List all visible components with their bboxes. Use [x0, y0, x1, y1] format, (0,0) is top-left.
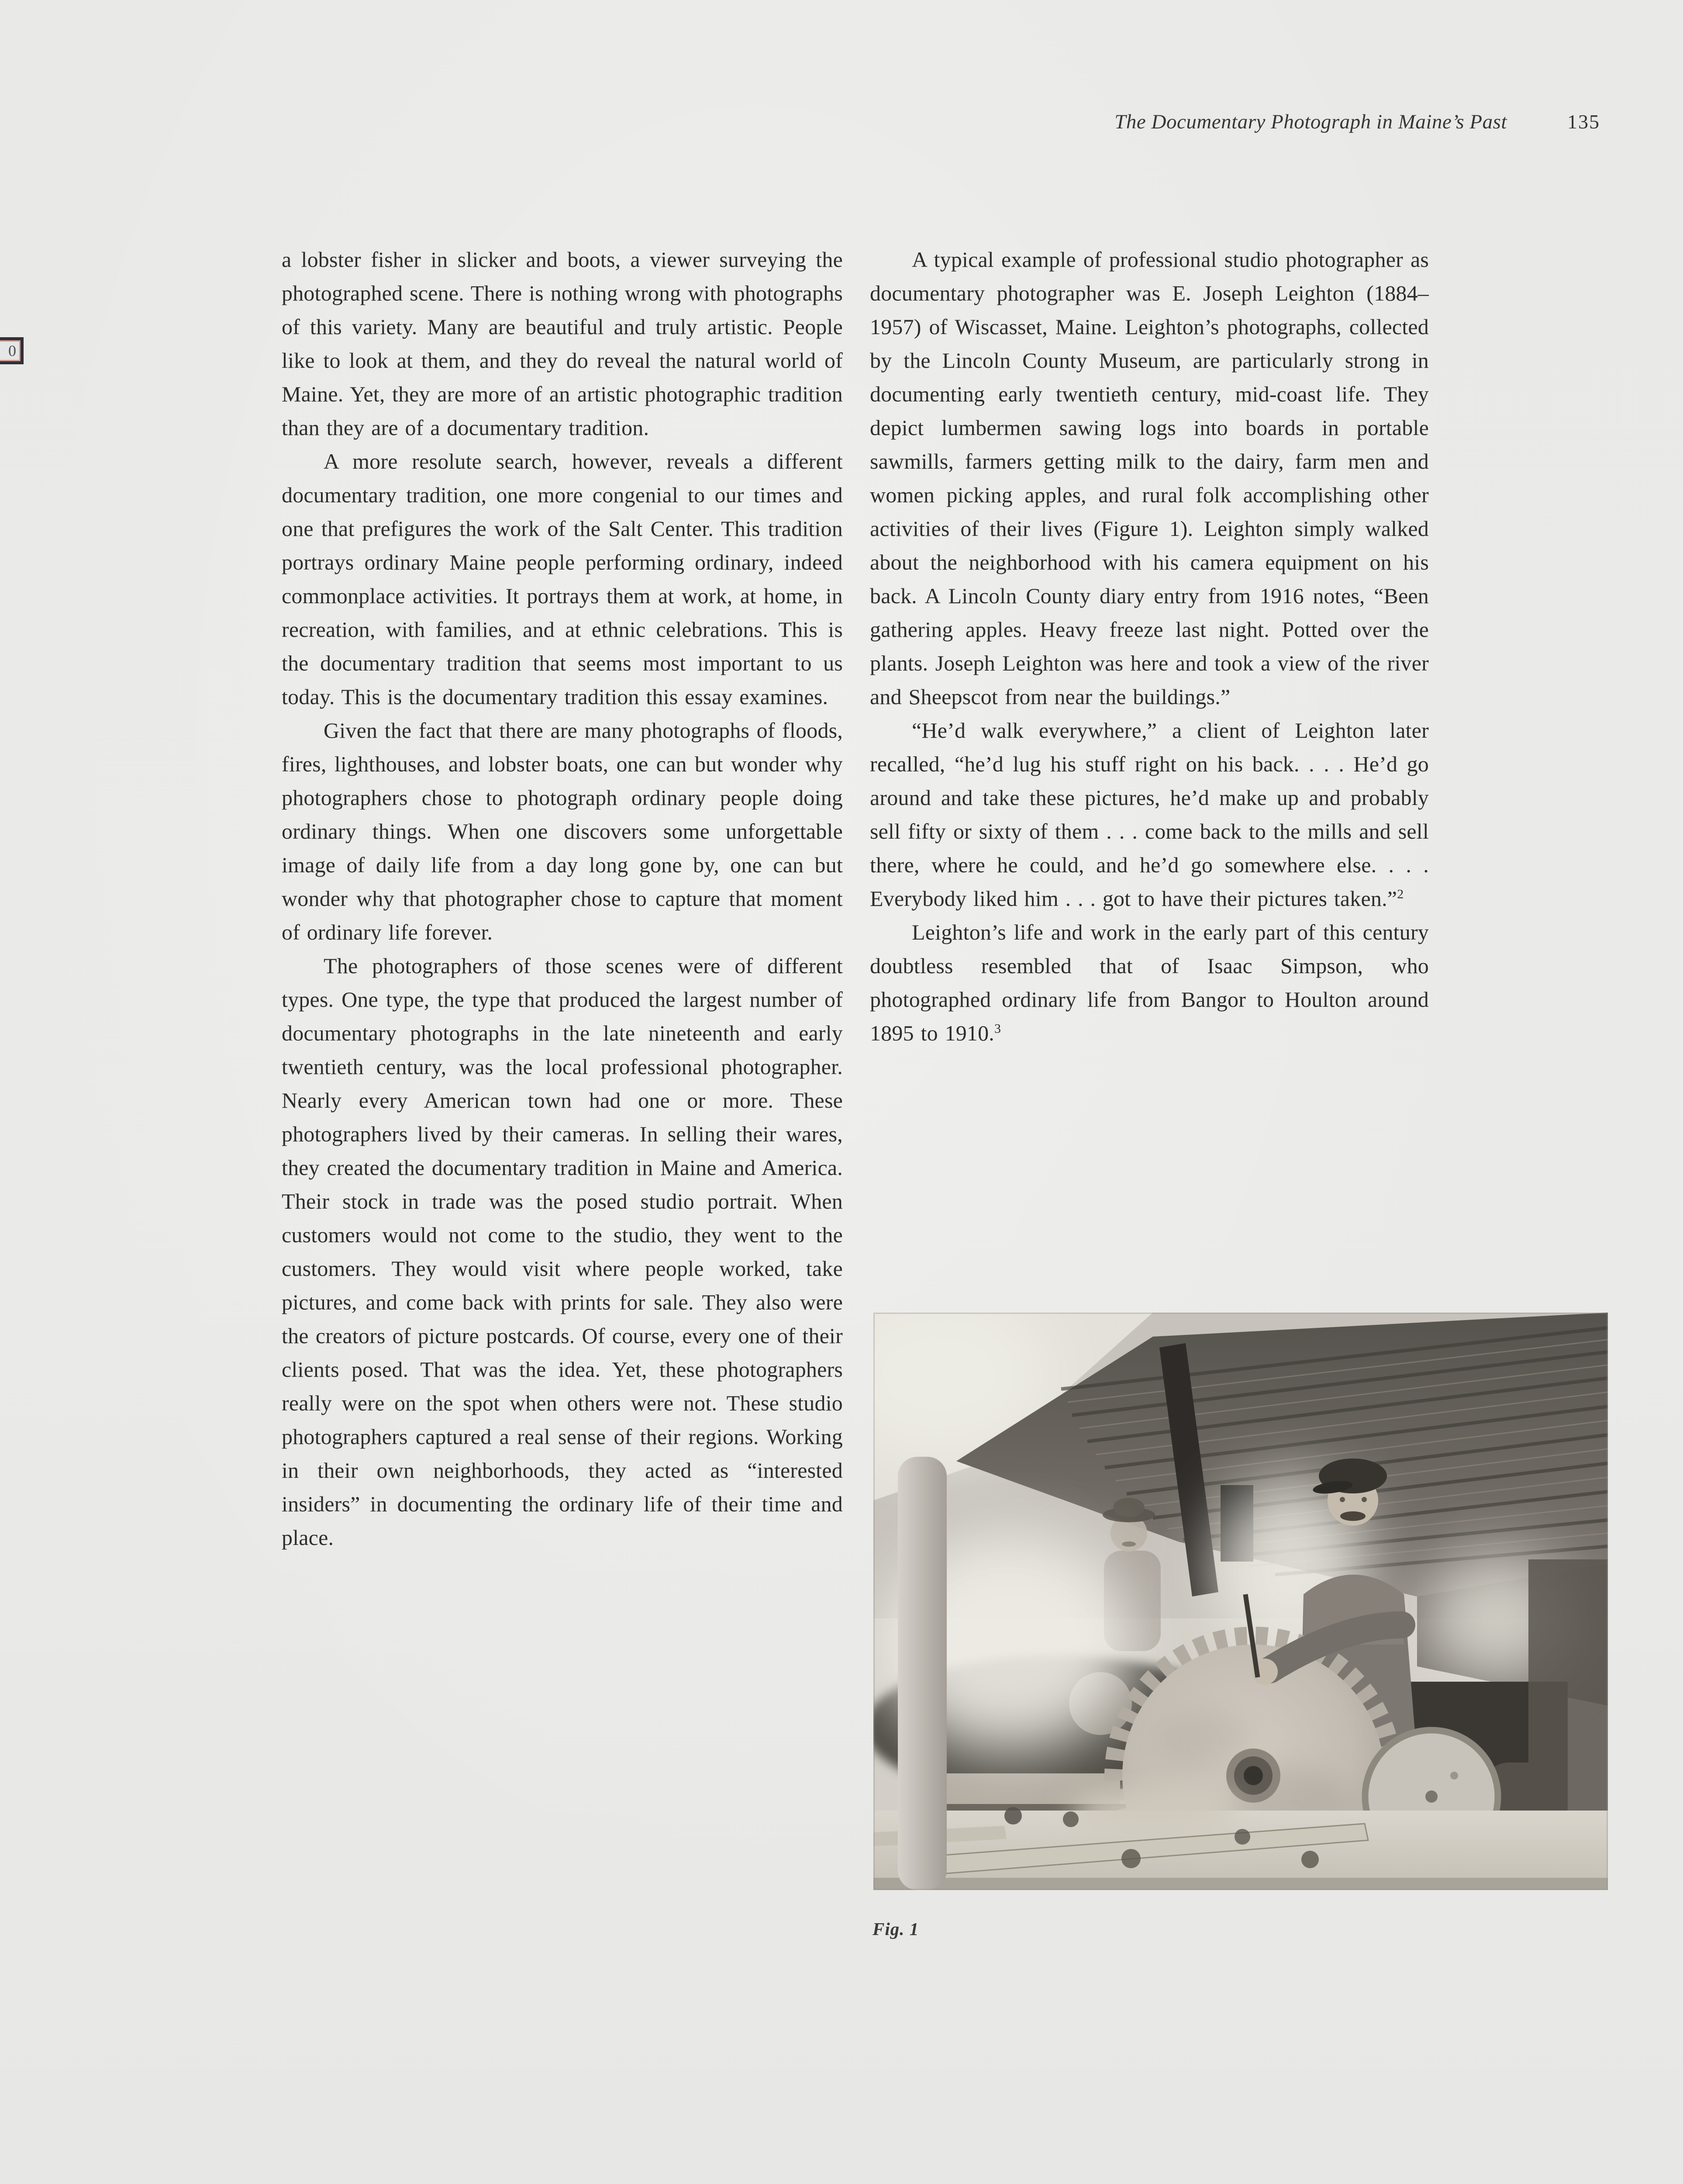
paragraph: The photographers of those scenes were of different types. One type, the type that produced the largest number of documentary photographs in the late nineteenth and early twentieth century, was the local professional photographer. Nearly every American town had one or more. These photographers lived by their cameras. In selling their wares, they created the documentary tradition in Maine and America. Their stock in trade was the posed studio portrait. When customers would not come to the studio, they went to the customers. They would visit where people worked, take pictures, and come back with prints for sale. They also were the creators of picture postcards. Of course, every one of their clients posed. That was the idea. Yet, these photographers really were on the spot when others were not. These studio photographers captured a real sense of their regions. Working in their own neighborhoods, they acted as “interested insiders” in documenting the ordinary life of their time and place. [282, 954, 843, 1550]
figure-1-photo [873, 1313, 1608, 1890]
paragraph: A more resolute search, however, reveals a different documentary tradition, one more congenial to our times and one that prefigures the work of the Salt Center. This tradition portrays ordinary Maine people performing ordinary, indeed commonplace activities. It portrays them at work, at home, in recreation, with families, and at ethnic celebrations. This is the documentary tradition that seems most important to us today. This is the documentary tradition this essay examines. [282, 449, 843, 709]
sawmill-photo-illustration [873, 1313, 1608, 1890]
paragraph-text: Leighton’s life and work in the early part of this century doubtless resembled that of Isaac Simpson, who photographed ordinary life from Bangor to Houlton around 1895 to 1910. [870, 920, 1429, 1045]
left-column [282, 243, 843, 1555]
paragraph [870, 714, 1429, 916]
edge-sticker-label: 0 [8, 342, 16, 359]
paragraph: Given the fact that there are many photographs of floods, fires, lighthouses, and lobster boats, one can but wonder why photographers chose to photograph ordinary people doing ordinary things. When one discovers some unforgettable image of daily life from a day long gone by, one can but wonder why that photographer chose to capture that moment of ordinary life forever. [282, 718, 843, 944]
edge-sticker-artifact [0, 337, 24, 364]
page-number: 135 [1567, 111, 1600, 133]
paragraph: a lobster fisher in slicker and boots, a viewer surveying the photographed scene. There is nothing wrong with photographs of this variety. Many are beautiful and truly artistic. People like to look at them, and they do reveal the natural world of Maine. Yet, they are more of an artistic photographic tradition than they are of a documentary tradition. [282, 247, 843, 440]
paragraph [870, 243, 1429, 714]
running-head [1114, 110, 1600, 134]
paragraph-text: “He’d walk everywhere,” a client of Leighton later recalled, “he’d lug his stuff right on his back. . . . He’d go around and take these pictures, he’d make up and probably sell fifty or sixty of them . . . come back to the mills and sell there, where he could, and he’d go somewhere else. . . . Everybody liked him . . . got to have their pictures taken.” [870, 718, 1429, 911]
figure-caption: Fig. 1 [873, 1919, 919, 1939]
paragraph-text: A typical example of professional studio photographer as documentary photographer was E. Joseph Leighton (1884–1957) of Wiscasset, Maine. Leighton’s photographs, collected by the Lincoln County Museum, are particularly strong in documenting early twentieth century, mid-coast life. They depict lumbermen sawing logs into boards in portable sawmills, farmers getting milk to the dairy, farm men and women picking apples, and rural folk accomplishing other activities of their lives (Figure 1). Leighton simply walked about the neighborhood with his camera equipment on his back. A Lincoln County diary entry from 1916 notes, “Been gathering apples. Heavy freeze last night. Potted over the plants. Joseph Leighton was here and took a view of the river and Sheepscot from near the buildings.” [870, 247, 1429, 709]
right-column [870, 243, 1429, 1050]
chapter-title: The Documentary Photograph in Maine’s Past [1114, 111, 1507, 133]
footnote-marker: 3 [994, 1021, 1001, 1036]
paragraph [870, 916, 1429, 1050]
footnote-marker: 2 [1397, 887, 1404, 902]
support-post [898, 1457, 947, 1890]
